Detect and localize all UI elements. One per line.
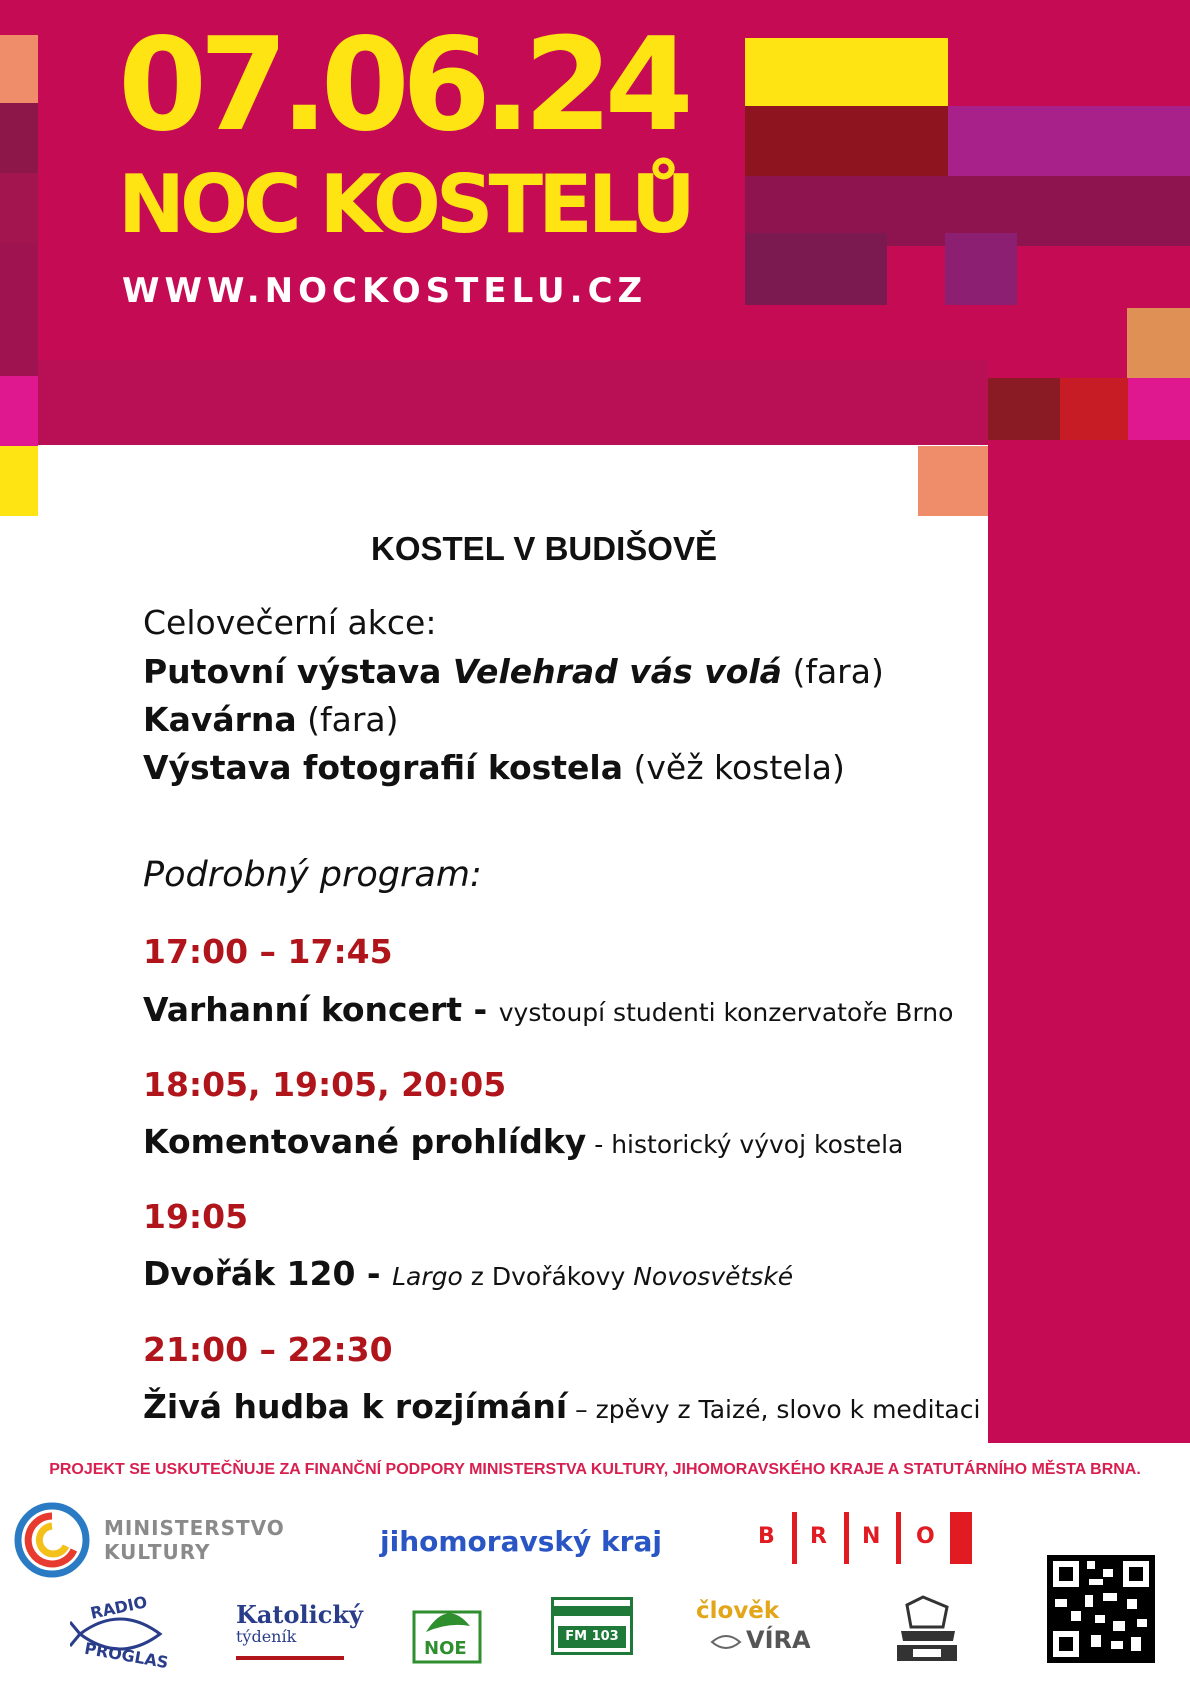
right-color-band	[988, 440, 1190, 1443]
program-heading: Podrobný program:	[143, 855, 482, 895]
funding-note: PROJEKT SE USKUTEČŇUJE ZA FINANČNÍ PODPORY MINISTERSTVA KULTURY, JIHOMORAVSKÉHO KRAJE A STATUTÁRNÍHO MĚSTA BRNA.	[49, 1461, 1141, 1478]
ministry-line1: MINISTERSTVO	[104, 1516, 285, 1540]
ministry-line2: KULTURY	[104, 1540, 211, 1564]
program-entry: Dvořák 120 - Largo z Dvořákovy Novosvětské	[143, 1254, 794, 1293]
program-entry: Komentované prohlídky - historický vývoj kostela	[143, 1122, 904, 1161]
radio-proglas-logo: RADIO PROGLAS	[66, 1598, 176, 1670]
program-entry: Živá hudba k rozjímání – zpěvy z Taizé, slovo k meditaci	[143, 1387, 981, 1426]
website-link[interactable]: WWW.NOCKOSTELU.CZ	[122, 271, 648, 311]
qr-code[interactable]	[1047, 1555, 1155, 1663]
clovek-a-vira-logo: člověk VÍRA	[696, 1598, 811, 1654]
program-time: 19:05	[143, 1197, 249, 1236]
noe-logo: NOE	[412, 1592, 482, 1664]
brno-logo: B R N O	[750, 1512, 972, 1564]
ministry-of-culture-logo	[14, 1502, 285, 1578]
program-time: 21:00 – 22:30	[143, 1330, 393, 1369]
all-day-item: Výstava fotografií kostela (věž kostela)	[143, 748, 845, 787]
radio-7-logo	[893, 1593, 961, 1663]
radio-7-icon	[893, 1593, 961, 1663]
program-time: 17:00 – 17:45	[143, 932, 393, 971]
all-day-heading: Celovečerní akce:	[143, 603, 437, 642]
fish-icon	[708, 1634, 744, 1650]
church-title: KOSTEL V BUDIŠOVĚ	[371, 530, 717, 567]
program-entry: Varhanní koncert - vystoupí studenti konzervatoře Brno	[143, 990, 954, 1029]
region-logo: jihomoravský kraj	[380, 1525, 662, 1558]
all-day-item: Kavárna (fara)	[143, 700, 399, 739]
ministry-icon	[14, 1502, 90, 1578]
katolicky-tydenik-logo: Katolický týdeník	[236, 1600, 346, 1664]
event-date: 07.06.24	[118, 11, 686, 160]
program-time: 18:05, 19:05, 20:05	[143, 1065, 507, 1104]
krokodyl-radio-logo: FM 103	[551, 1597, 633, 1655]
event-name: NOC KOSTELŮ	[118, 158, 691, 251]
all-day-item: Putovní výstava Velehrad vás volá (fara)	[143, 652, 884, 691]
